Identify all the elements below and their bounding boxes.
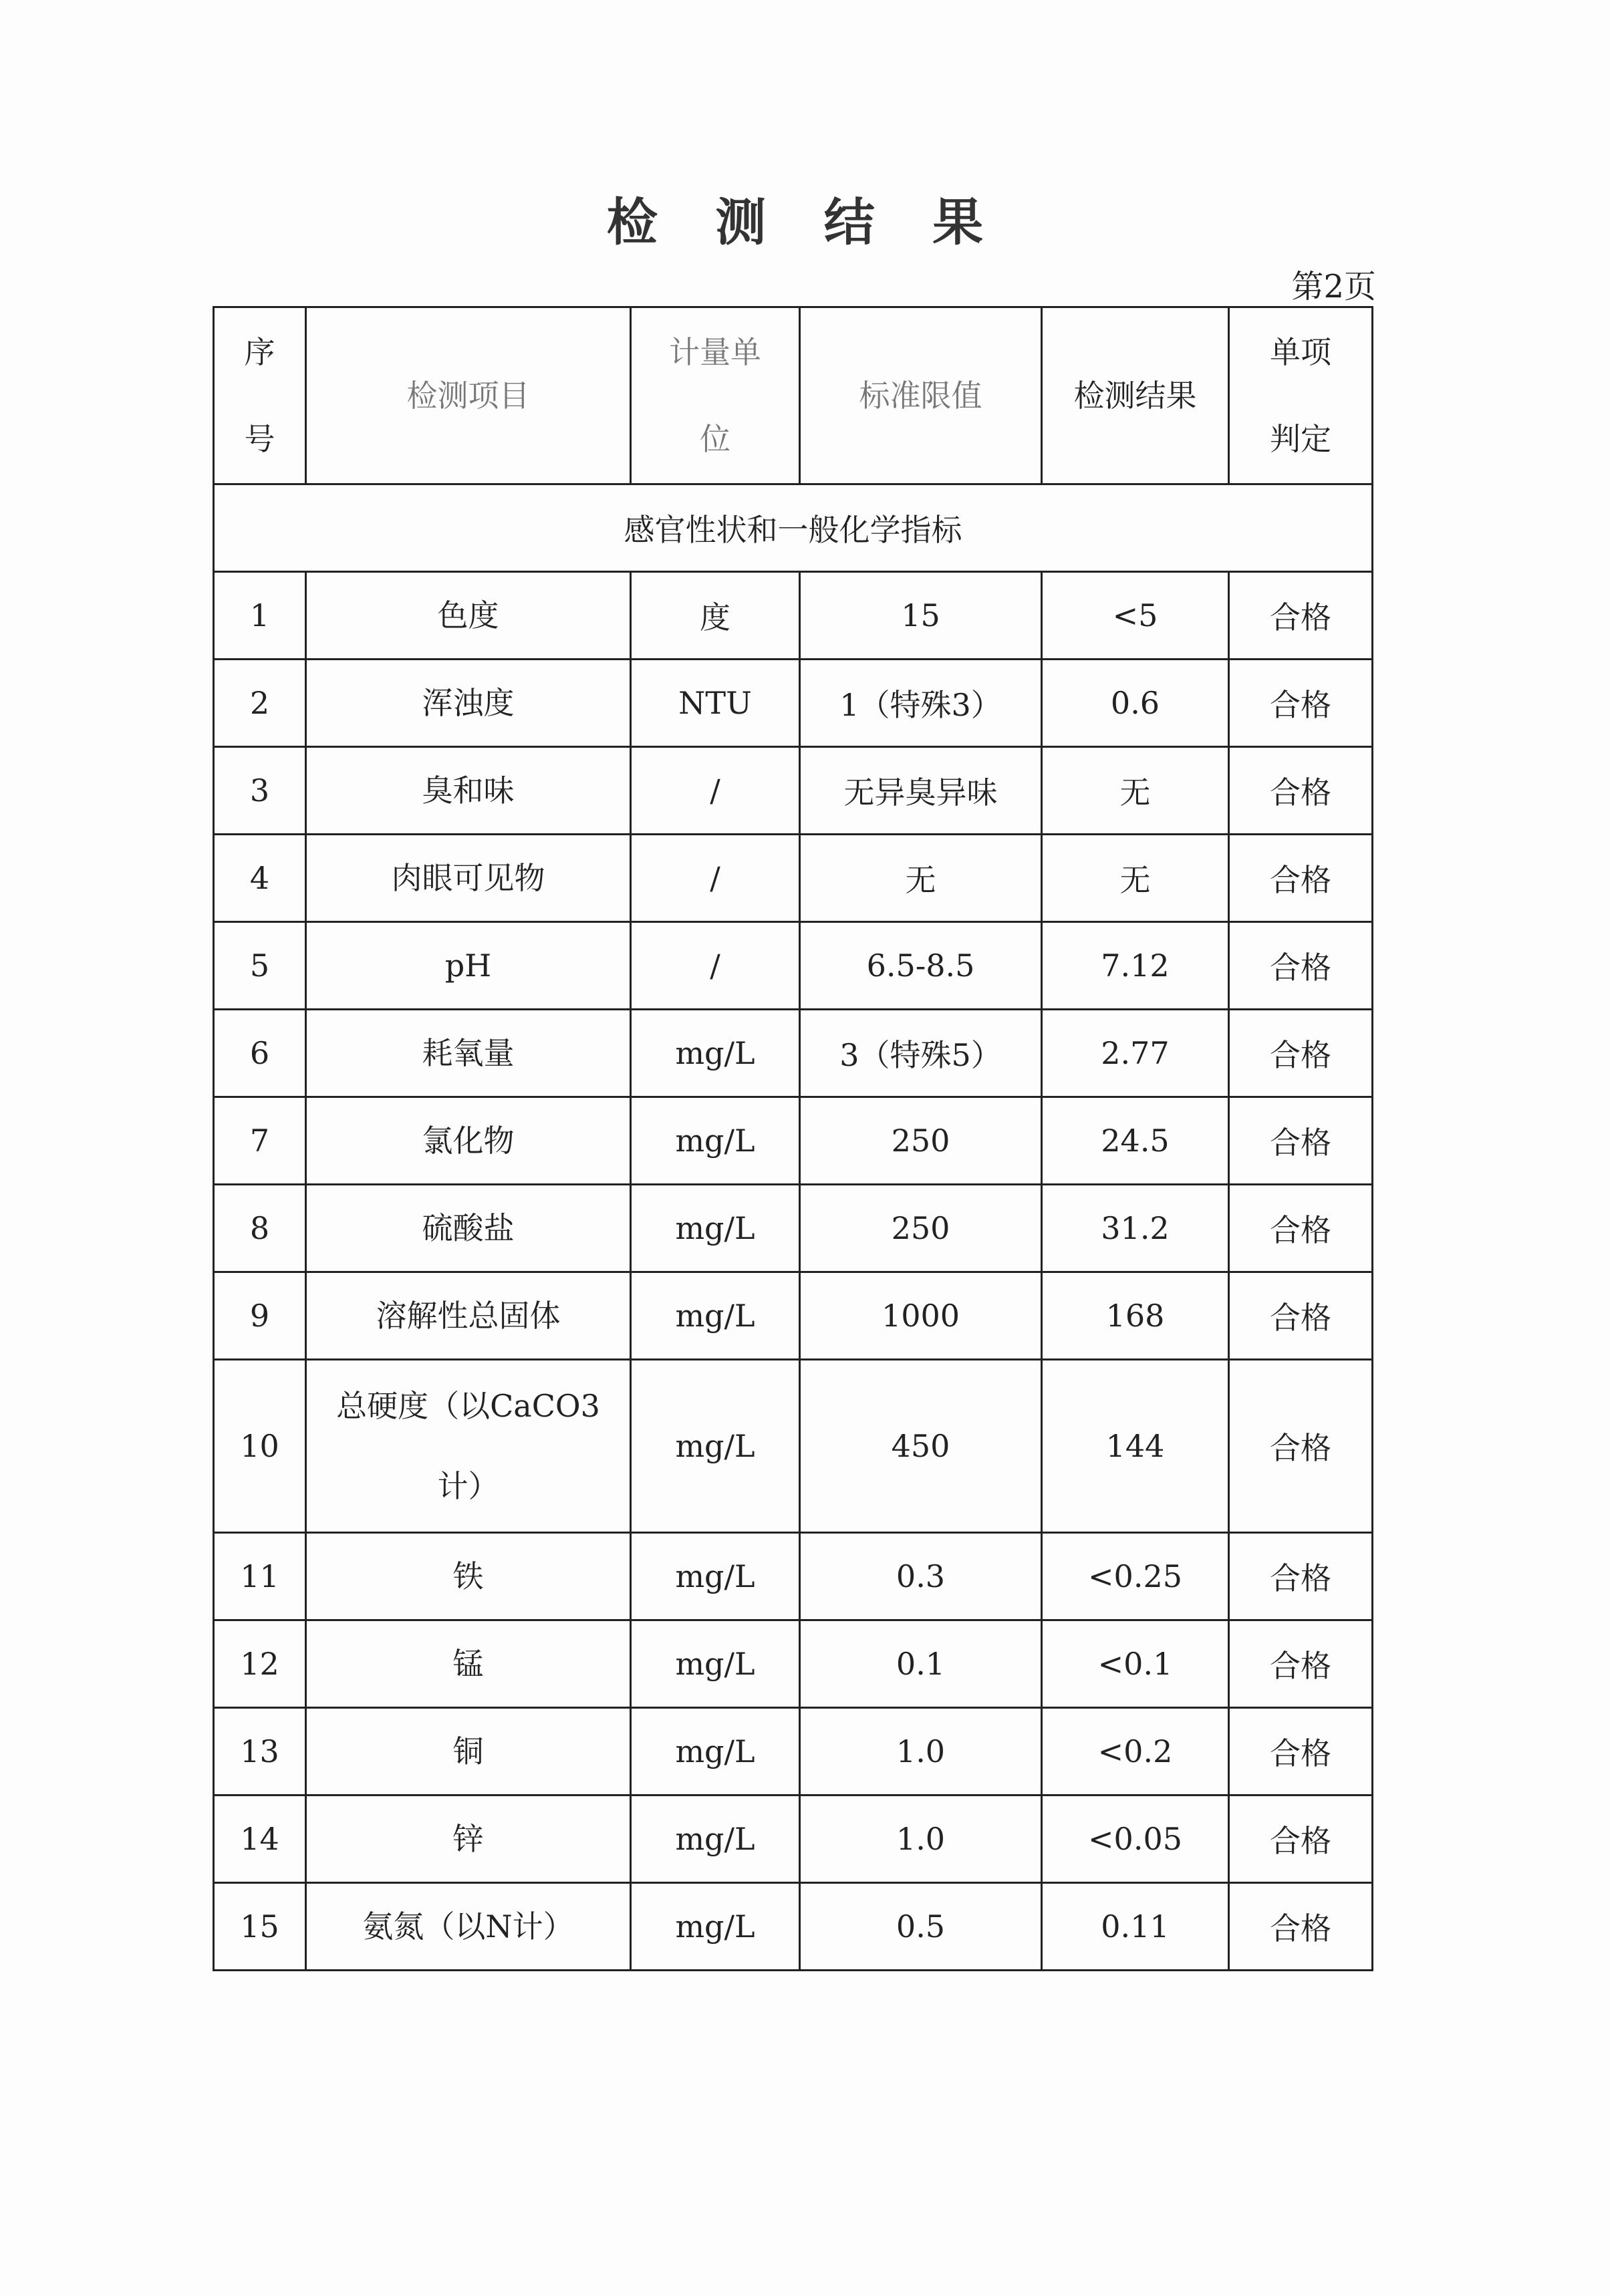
cell-judgement: 合格 xyxy=(1229,1883,1373,1971)
cell-unit: mg/L xyxy=(631,1185,800,1272)
cell-unit: / xyxy=(631,747,800,835)
page-number: 第2页 xyxy=(1291,268,1376,305)
table-row xyxy=(214,922,1373,1010)
cell-no: 5 xyxy=(214,922,306,1010)
header-item: 检测项目 xyxy=(306,307,631,484)
cell-unit: / xyxy=(631,835,800,922)
cell-no: 11 xyxy=(214,1533,306,1620)
cell-result: 0.6 xyxy=(1042,660,1229,747)
cell-item xyxy=(306,1360,631,1533)
cell-limit: 15 xyxy=(800,572,1042,660)
table-row xyxy=(214,1097,1373,1185)
table-header-row xyxy=(214,307,1373,484)
cell-judgement: 合格 xyxy=(1229,1708,1373,1796)
table-row xyxy=(214,1272,1373,1360)
cell-unit: mg/L xyxy=(631,1533,800,1620)
results-table xyxy=(213,306,1373,1971)
cell-judgement: 合格 xyxy=(1229,1272,1373,1360)
cell-unit: / xyxy=(631,922,800,1010)
cell-limit: 250 xyxy=(800,1185,1042,1272)
cell-judgement: 合格 xyxy=(1229,1620,1373,1708)
item-text: 锰 xyxy=(452,1646,484,1682)
cell-item xyxy=(306,660,631,747)
cell-item xyxy=(306,922,631,1010)
cell-limit: 0.3 xyxy=(800,1533,1042,1620)
cell-result: 144 xyxy=(1042,1360,1229,1533)
item-text: 铁 xyxy=(452,1558,484,1594)
cell-judgement: 合格 xyxy=(1229,1185,1373,1272)
table-row xyxy=(214,1360,1373,1533)
cell-judgement: 合格 xyxy=(1229,1796,1373,1883)
item-text: 耗氧量 xyxy=(422,1035,515,1071)
cell-limit: 1.0 xyxy=(800,1796,1042,1883)
cell-no: 6 xyxy=(214,1010,306,1097)
cell-unit: mg/L xyxy=(631,1360,800,1533)
cell-limit: 无 xyxy=(800,835,1042,922)
cell-limit: 6.5-8.5 xyxy=(800,922,1042,1010)
cell-unit: mg/L xyxy=(631,1010,800,1097)
cell-unit: mg/L xyxy=(631,1796,800,1883)
cell-result: 7.12 xyxy=(1042,922,1229,1010)
cell-result: 0.11 xyxy=(1042,1883,1229,1971)
cell-no: 14 xyxy=(214,1796,306,1883)
cell-no: 3 xyxy=(214,747,306,835)
table-row xyxy=(214,835,1373,922)
cell-item xyxy=(306,1708,631,1796)
cell-item xyxy=(306,1185,631,1272)
cell-limit: 无异臭异味 xyxy=(800,747,1042,835)
header-limit: 标准限值 xyxy=(800,307,1042,484)
cell-result: 2.77 xyxy=(1042,1010,1229,1097)
item-text: 硫酸盐 xyxy=(422,1210,515,1246)
item-text: 臭和味 xyxy=(422,772,515,809)
cell-result: 无 xyxy=(1042,835,1229,922)
cell-result: <0.1 xyxy=(1042,1620,1229,1708)
table-row xyxy=(214,1010,1373,1097)
cell-result: <0.25 xyxy=(1042,1533,1229,1620)
item-text: 溶解性总固体 xyxy=(376,1298,561,1334)
header-judgement: 单项判定 xyxy=(1229,307,1373,484)
cell-result: 24.5 xyxy=(1042,1097,1229,1185)
item-text: 氯化物 xyxy=(422,1123,515,1159)
item-text: 浑浊度 xyxy=(422,685,515,721)
cell-judgement: 合格 xyxy=(1229,747,1373,835)
cell-judgement: 合格 xyxy=(1229,660,1373,747)
cell-result: <5 xyxy=(1042,572,1229,660)
cell-judgement: 合格 xyxy=(1229,1097,1373,1185)
cell-unit: mg/L xyxy=(631,1708,800,1796)
table-row xyxy=(214,1620,1373,1708)
cell-limit: 450 xyxy=(800,1360,1042,1533)
cell-result: 168 xyxy=(1042,1272,1229,1360)
cell-item xyxy=(306,1883,631,1971)
cell-judgement: 合格 xyxy=(1229,1010,1373,1097)
item-text: 肉眼可见物 xyxy=(391,860,545,896)
cell-unit: mg/L xyxy=(631,1883,800,1971)
cell-item xyxy=(306,1010,631,1097)
cell-no: 9 xyxy=(214,1272,306,1360)
cell-item xyxy=(306,1796,631,1883)
cell-limit: 1000 xyxy=(800,1272,1042,1360)
cell-no: 12 xyxy=(214,1620,306,1708)
table-row xyxy=(214,1796,1373,1883)
cell-unit: mg/L xyxy=(631,1620,800,1708)
table-row xyxy=(214,1533,1373,1620)
cell-item xyxy=(306,1272,631,1360)
item-text: 锌 xyxy=(452,1821,484,1857)
table-row xyxy=(214,747,1373,835)
cell-unit: NTU xyxy=(631,660,800,747)
cell-limit: 0.1 xyxy=(800,1620,1042,1708)
header-unit: 计量单位 xyxy=(631,307,800,484)
table-row xyxy=(214,1185,1373,1272)
cell-item xyxy=(306,1097,631,1185)
cell-no: 13 xyxy=(214,1708,306,1796)
cell-judgement: 合格 xyxy=(1229,922,1373,1010)
cell-item xyxy=(306,747,631,835)
cell-no: 4 xyxy=(214,835,306,922)
cell-result: 31.2 xyxy=(1042,1185,1229,1272)
cell-judgement: 合格 xyxy=(1229,1360,1373,1533)
cell-no: 7 xyxy=(214,1097,306,1185)
table-row xyxy=(214,1708,1373,1796)
cell-unit: mg/L xyxy=(631,1097,800,1185)
item-text: 氨氮（以N计） xyxy=(362,1908,574,1945)
header-no: 序号 xyxy=(214,307,306,484)
cell-no: 15 xyxy=(214,1883,306,1971)
table-row xyxy=(214,1883,1373,1971)
item-text: 铜 xyxy=(452,1733,484,1769)
table-row xyxy=(214,572,1373,660)
section-row xyxy=(214,484,1373,572)
cell-result: <0.2 xyxy=(1042,1708,1229,1796)
cell-no: 1 xyxy=(214,572,306,660)
cell-no: 10 xyxy=(214,1360,306,1533)
cell-limit: 1（特殊3） xyxy=(800,660,1042,747)
item-text: 色度 xyxy=(437,597,499,633)
cell-no: 8 xyxy=(214,1185,306,1272)
item-text: 总硬度（以CaCO3计） xyxy=(336,1388,600,1504)
cell-result: 无 xyxy=(1042,747,1229,835)
cell-judgement: 合格 xyxy=(1229,835,1373,922)
cell-limit: 1.0 xyxy=(800,1708,1042,1796)
cell-item xyxy=(306,572,631,660)
cell-limit: 0.5 xyxy=(800,1883,1042,1971)
cell-unit: 度 xyxy=(631,572,800,660)
document-title: 检 测 结 果 xyxy=(606,192,1004,252)
section-title: 感官性状和一般化学指标 xyxy=(214,484,1373,572)
cell-judgement: 合格 xyxy=(1229,1533,1373,1620)
cell-unit: mg/L xyxy=(631,1272,800,1360)
cell-item xyxy=(306,835,631,922)
cell-no: 2 xyxy=(214,660,306,747)
cell-judgement: 合格 xyxy=(1229,572,1373,660)
cell-result: <0.05 xyxy=(1042,1796,1229,1883)
cell-item xyxy=(306,1620,631,1708)
cell-limit: 250 xyxy=(800,1097,1042,1185)
item-text: pH xyxy=(444,948,492,984)
table-row xyxy=(214,660,1373,747)
header-result: 检测结果 xyxy=(1042,307,1229,484)
cell-item xyxy=(306,1533,631,1620)
cell-limit: 3（特殊5） xyxy=(800,1010,1042,1097)
